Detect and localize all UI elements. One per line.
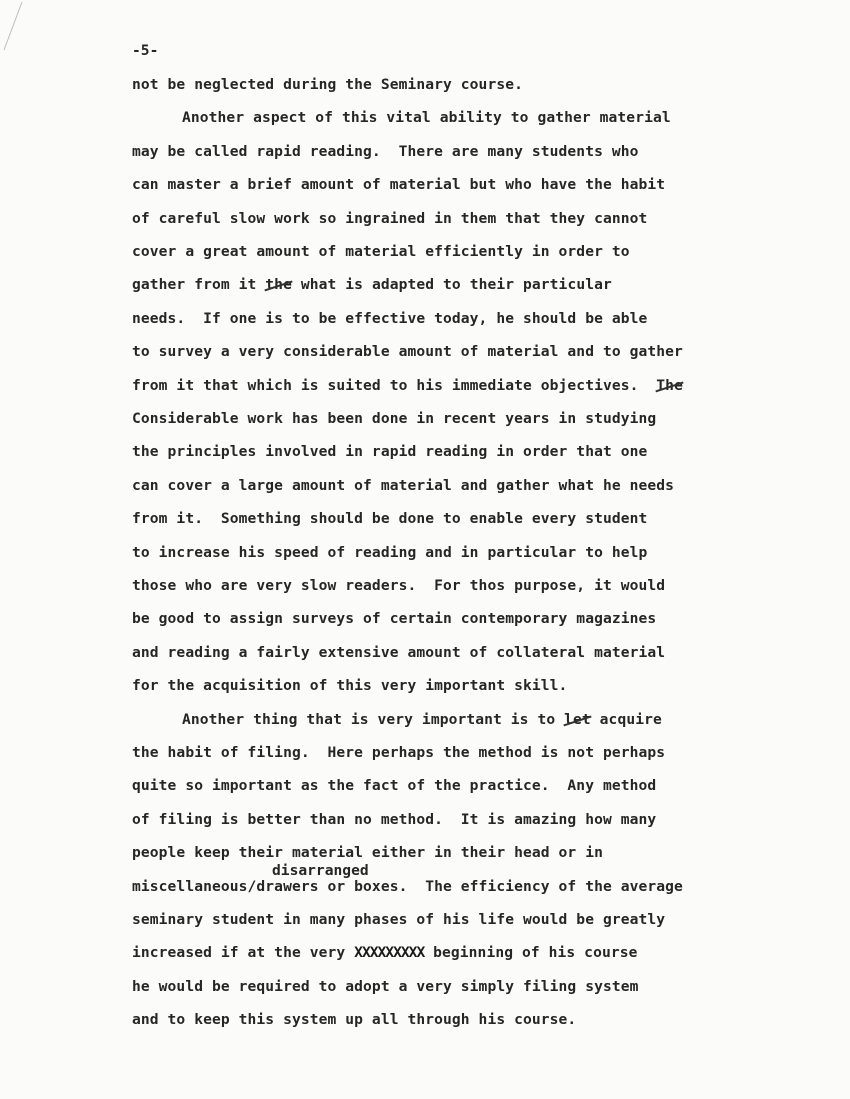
text-line: needs. If one is to be effective today, he should be able (132, 309, 648, 327)
text-line (132, 377, 683, 395)
text-line: not be neglected during the Seminary course. (132, 76, 523, 93)
text-line: be good to assign surveys of certain contemporary magazines (132, 610, 657, 628)
text-line: people keep their material either in their head or in (132, 844, 603, 862)
text-line: may be called rapid reading. There are many students who (132, 142, 639, 160)
text-line: for the acquisition of this very important skill. (132, 677, 568, 695)
text-line: the habit of filing. Here perhaps the method is not perhaps (132, 744, 666, 761)
text-line: to increase his speed of reading and in particular to help (132, 543, 648, 561)
line-segment: increased if at the very (132, 944, 355, 962)
text-line: to survey a very considerable amount of material and to gather (132, 343, 683, 361)
text-line (132, 276, 612, 294)
line-segment: what is adapted to their particular (291, 276, 612, 294)
text-line: he would be required to adopt a very simply filing system (132, 977, 639, 995)
text-line: Another aspect of this vital ability to gather material (182, 109, 671, 127)
text-line: those who are very slow readers. For thos purpose, it would (132, 577, 666, 594)
text-line: can master a brief amount of material but who have the habit (132, 176, 666, 194)
line-segment: beginning of his course (424, 944, 638, 962)
text-line: of careful slow work so ingrained in them that they cannot (132, 209, 648, 227)
text-line: can cover a large amount of material and gather what he needs (132, 476, 675, 494)
text-line: quite so important as the fact of the practice. Any method (132, 777, 657, 795)
struck-word: let (564, 710, 591, 728)
line-segment: from it that which is suited to his immediate objectives. (132, 376, 657, 394)
struck-word: the (265, 276, 292, 294)
page-number: -5- (132, 42, 159, 59)
typed-over-word: XXXXXXXXX (354, 944, 425, 962)
text-line: of filing is better than no method. It is amazing how many (132, 810, 657, 828)
text-line: from it. Something should be done to enable every student (132, 510, 648, 528)
text-line: cover a great amount of material efficiently in order to (132, 243, 630, 260)
line-segment: acquire (590, 710, 662, 728)
line-segment: Another thing that is very important is to (182, 710, 565, 728)
text-line: miscellaneous/drawers or boxes. The efficiency of the average (132, 877, 683, 895)
text-line: and to keep this system up all through his course. (132, 1011, 577, 1029)
line-segment: gather from it (132, 276, 266, 294)
struck-word: The (656, 376, 683, 394)
handwritten-insertion: disarranged (272, 862, 369, 879)
text-line: Considerable work has been done in recent years in studying (132, 410, 657, 427)
paper-edge-mark (0, 0, 30, 60)
text-line (132, 944, 638, 962)
text-line: and reading a fairly extensive amount of collateral material (132, 643, 666, 661)
text-line (182, 711, 662, 729)
text-line: seminary student in many phases of his life would be greatly (132, 911, 666, 928)
text-line: the principles involved in rapid reading in order that one (132, 443, 648, 461)
